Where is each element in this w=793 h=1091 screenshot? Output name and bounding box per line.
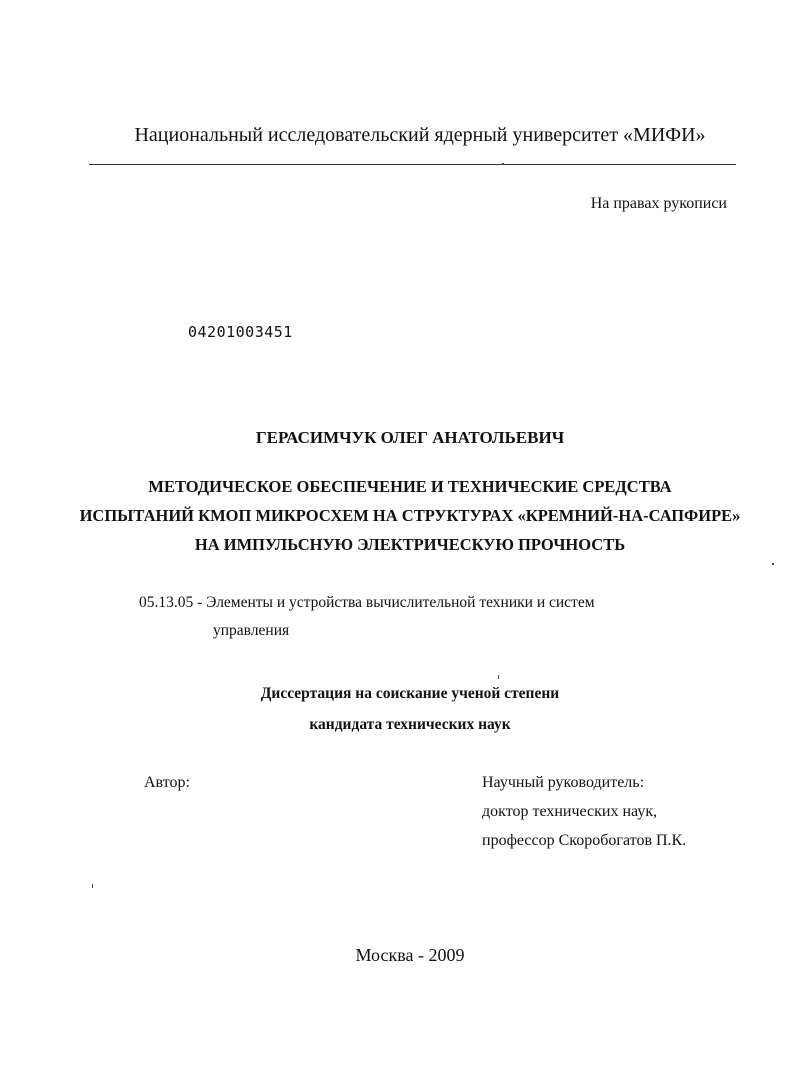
scan-speck bbox=[498, 675, 499, 679]
supervisor-name: профессор Скоробогатов П.К. bbox=[482, 832, 687, 849]
city-year: Москва - 2009 bbox=[355, 945, 465, 965]
supervisor-degree: доктор технических наук, bbox=[482, 803, 658, 820]
degree-line-1: Диссертация на соискание ученой степени bbox=[260, 685, 560, 702]
author-name: ГЕРАСИМЧУК ОЛЕГ АНАТОЛЬЕВИЧ bbox=[255, 428, 565, 447]
university-name: Национальный исследовательский ядерный университет «МИФИ» bbox=[134, 124, 706, 146]
thesis-title-line-1: МЕТОДИЧЕСКОЕ ОБЕСПЕЧЕНИЕ И ТЕХНИЧЕСКИЕ СРЕДСТВА bbox=[148, 477, 672, 496]
catalog-number: 04201003451 bbox=[188, 323, 293, 341]
scan-speck bbox=[772, 563, 774, 565]
thesis-title-line-3: НА ИМПУЛЬСНУЮ ЭЛЕКТРИЧЕСКУЮ ПРОЧНОСТЬ bbox=[194, 535, 626, 554]
rights-notice: На правах рукописи bbox=[590, 195, 727, 212]
thesis-title-line-2: ИСПЫТАНИЙ КМОП МИКРОСХЕМ НА СТРУКТУРАХ «КРЕМНИЙ-НА-САПФИРЕ» bbox=[79, 506, 741, 525]
degree-line-2: кандидата технических наук bbox=[309, 716, 511, 733]
specialty-continuation: управления bbox=[213, 622, 290, 639]
scan-speck bbox=[502, 163, 504, 165]
header-divider bbox=[89, 164, 736, 165]
supervisor-label: Научный руководитель: bbox=[482, 774, 645, 791]
scan-speck bbox=[92, 884, 93, 888]
specialty-code-line: 05.13.05 - Элементы и устройства вычислительной техники и систем bbox=[139, 594, 595, 611]
author-label: Автор: bbox=[144, 774, 190, 791]
